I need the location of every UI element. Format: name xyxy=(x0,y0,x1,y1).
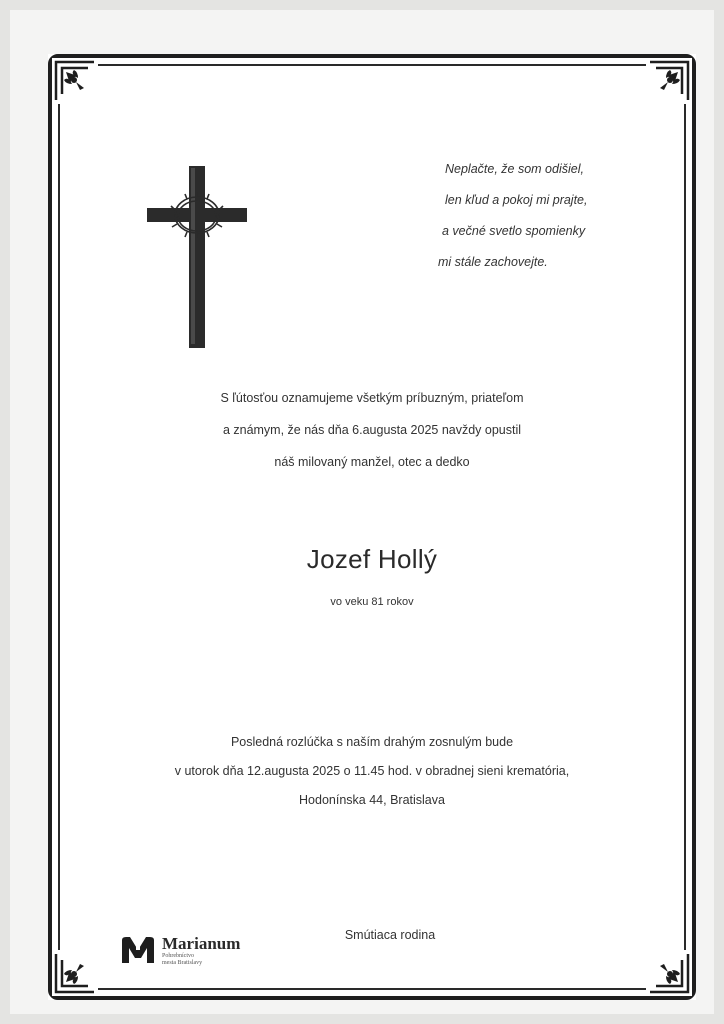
corner-ornament-icon xyxy=(646,950,692,996)
verse-line: len kľud a pokoj mi prajte, xyxy=(445,193,588,207)
funeral-line: Hodonínska 44, Bratislava xyxy=(299,793,445,807)
funeral-details xyxy=(48,728,696,815)
logo-subtitle xyxy=(162,953,202,967)
verse-line: Neplačte, že som odišiel, xyxy=(445,162,584,176)
obituary-card xyxy=(48,54,696,1000)
funeral-line: v utorok dňa 12.augusta 2025 o 11.45 hod. v obradnej sieni krematória, xyxy=(174,764,570,778)
memorial-verse xyxy=(428,154,628,278)
corner-ornament-icon xyxy=(52,950,98,996)
page-background xyxy=(10,10,714,1014)
death-announcement xyxy=(48,382,696,478)
funeral-line: Posledná rozlúčka s naším drahým zosnulým bude xyxy=(230,735,514,749)
cross-with-thorns-icon xyxy=(147,166,251,348)
marianum-logo-icon xyxy=(120,936,156,964)
marianum-logo xyxy=(120,934,260,970)
verse-line: mi stále zachovejte. xyxy=(438,255,548,269)
deceased-name: Jozef Hollý xyxy=(306,544,438,574)
deceased-age: vo veku 81 rokov xyxy=(330,596,414,608)
corner-ornament-icon xyxy=(646,58,692,104)
verse-line: a večné svetlo spomienky xyxy=(442,224,586,238)
logo-name: Marianum xyxy=(162,934,241,953)
announcement-line: náš milovaný manžel, otec a dedko xyxy=(274,455,470,469)
corner-ornament-icon xyxy=(52,58,98,104)
announcement-line: S ľútosťou oznamujeme všetkým príbuzným, priateľom xyxy=(220,391,524,405)
logo-subtitle-line: Pohrebníctvo xyxy=(162,953,194,959)
announcement-line: a známym, že nás dňa 6.augusta 2025 navždy opustil xyxy=(222,423,522,437)
logo-subtitle-line: mesta Bratislavy xyxy=(162,960,203,966)
mourners-signature: Smútiaca rodina xyxy=(344,928,436,942)
